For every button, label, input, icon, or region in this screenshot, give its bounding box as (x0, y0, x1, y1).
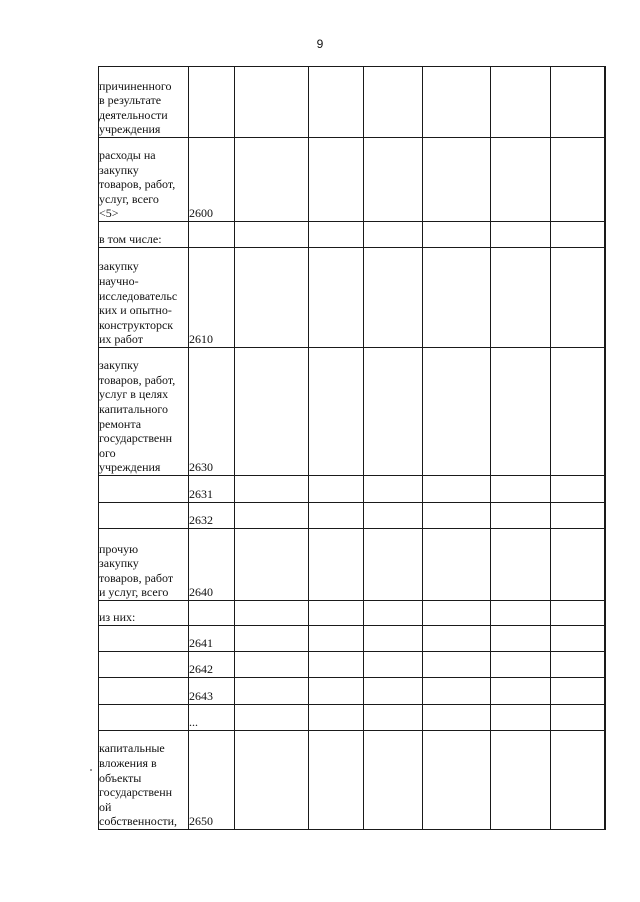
value-cell (491, 503, 551, 529)
row-code-cell: 2641 (189, 626, 235, 652)
value-cell (423, 678, 491, 705)
value-cell (235, 652, 309, 678)
value-cell (235, 248, 309, 348)
value-cell (309, 529, 364, 601)
value-cell (551, 138, 605, 222)
value-cell (605, 731, 606, 830)
value-cell (551, 601, 605, 626)
value-cell (309, 626, 364, 652)
value-cell (235, 476, 309, 503)
value-cell (491, 248, 551, 348)
value-cell (491, 652, 551, 678)
value-cell (423, 248, 491, 348)
value-cell (235, 67, 309, 138)
table-row (99, 248, 606, 348)
table-row (99, 705, 606, 731)
value-cell (551, 731, 605, 830)
table-row (99, 503, 606, 529)
value-cell (605, 601, 606, 626)
value-cell (605, 348, 606, 476)
value-cell (309, 476, 364, 503)
table-row (99, 601, 606, 626)
row-code-cell: 2600 (189, 138, 235, 222)
value-cell (235, 601, 309, 626)
value-cell (309, 601, 364, 626)
table-row (99, 626, 606, 652)
row-code-cell (189, 67, 235, 138)
value-cell (235, 678, 309, 705)
value-cell (309, 138, 364, 222)
value-cell (309, 248, 364, 348)
value-cell (235, 731, 309, 830)
value-cell (491, 529, 551, 601)
row-name-cell: закупку товаров, работ, услуг в целях капитального ремонта государственн ого учреждения (99, 348, 189, 476)
value-cell (605, 67, 606, 138)
value-cell (309, 348, 364, 476)
value-cell (235, 138, 309, 222)
row-name-cell: из них: (99, 601, 189, 626)
value-cell (423, 626, 491, 652)
value-cell (491, 731, 551, 830)
value-cell (423, 138, 491, 222)
value-cell (364, 705, 423, 731)
value-cell (491, 678, 551, 705)
value-cell (423, 348, 491, 476)
value-cell (309, 222, 364, 248)
row-code-cell (189, 601, 235, 626)
row-name-cell (99, 503, 189, 529)
value-cell (551, 529, 605, 601)
value-cell (551, 67, 605, 138)
row-name-cell: прочую закупку товаров, работ и услуг, всего (99, 529, 189, 601)
table-row (99, 222, 606, 248)
value-cell (605, 678, 606, 705)
value-cell (364, 138, 423, 222)
row-name-cell: закупку научно- исследовательс ких и опытно- конструкторск их работ (99, 248, 189, 348)
value-cell (364, 529, 423, 601)
row-name-cell (99, 678, 189, 705)
value-cell (491, 67, 551, 138)
row-code-cell: 2650 (189, 731, 235, 830)
value-cell (605, 248, 606, 348)
value-cell (491, 138, 551, 222)
value-cell (423, 476, 491, 503)
value-cell (309, 731, 364, 830)
table-row (99, 476, 606, 503)
value-cell (551, 503, 605, 529)
value-cell (551, 626, 605, 652)
value-cell (235, 348, 309, 476)
value-cell (551, 705, 605, 731)
value-cell (423, 652, 491, 678)
value-cell (605, 705, 606, 731)
value-cell (605, 652, 606, 678)
value-cell (551, 476, 605, 503)
value-cell (309, 678, 364, 705)
value-cell (491, 348, 551, 476)
value-cell (309, 652, 364, 678)
value-cell (309, 503, 364, 529)
value-cell (364, 67, 423, 138)
row-name-cell (99, 476, 189, 503)
page-number: 9 (316, 37, 324, 51)
budget-table (98, 66, 606, 830)
table-body (99, 67, 606, 830)
value-cell (491, 476, 551, 503)
table-row (99, 67, 606, 138)
value-cell (364, 652, 423, 678)
table-row (99, 138, 606, 222)
value-cell (364, 476, 423, 503)
value-cell (235, 222, 309, 248)
value-cell (491, 222, 551, 248)
value-cell (364, 731, 423, 830)
value-cell (309, 705, 364, 731)
value-cell (605, 529, 606, 601)
value-cell (364, 348, 423, 476)
value-cell (235, 503, 309, 529)
row-code-cell: 2643 (189, 678, 235, 705)
row-code-cell: 2631 (189, 476, 235, 503)
row-name-cell (99, 705, 189, 731)
value-cell (364, 601, 423, 626)
row-code-cell (189, 222, 235, 248)
row-name-cell: капитальные вложения в объекты государственн ой собственности, (99, 731, 189, 830)
scan-speck (90, 769, 92, 771)
row-name-cell (99, 652, 189, 678)
table-row (99, 348, 606, 476)
value-cell (364, 678, 423, 705)
value-cell (423, 222, 491, 248)
table-row (99, 529, 606, 601)
value-cell (364, 626, 423, 652)
value-cell (235, 529, 309, 601)
value-cell (605, 626, 606, 652)
value-cell (551, 248, 605, 348)
table-row (99, 678, 606, 705)
value-cell (364, 503, 423, 529)
row-code-cell: 2630 (189, 348, 235, 476)
value-cell (423, 67, 491, 138)
value-cell (491, 601, 551, 626)
value-cell (605, 138, 606, 222)
value-cell (423, 731, 491, 830)
value-cell (309, 67, 364, 138)
row-name-cell: в том числе: (99, 222, 189, 248)
row-code-cell: 2640 (189, 529, 235, 601)
table-row (99, 652, 606, 678)
value-cell (364, 222, 423, 248)
value-cell (423, 503, 491, 529)
value-cell (551, 652, 605, 678)
value-cell (551, 222, 605, 248)
value-cell (605, 503, 606, 529)
value-cell (491, 705, 551, 731)
value-cell (423, 529, 491, 601)
value-cell (235, 626, 309, 652)
table-row (99, 731, 606, 830)
value-cell (605, 222, 606, 248)
value-cell (364, 248, 423, 348)
value-cell (423, 705, 491, 731)
value-cell (551, 348, 605, 476)
value-cell (491, 626, 551, 652)
row-code-cell: ... (189, 705, 235, 731)
row-code-cell: 2642 (189, 652, 235, 678)
row-name-cell: расходы на закупку товаров, работ, услуг, всего <5> (99, 138, 189, 222)
row-name-cell (99, 626, 189, 652)
value-cell (605, 476, 606, 503)
row-code-cell: 2632 (189, 503, 235, 529)
row-name-cell: причиненного в результате деятельности учреждения (99, 67, 189, 138)
value-cell (235, 705, 309, 731)
value-cell (423, 601, 491, 626)
row-code-cell: 2610 (189, 248, 235, 348)
value-cell (551, 678, 605, 705)
